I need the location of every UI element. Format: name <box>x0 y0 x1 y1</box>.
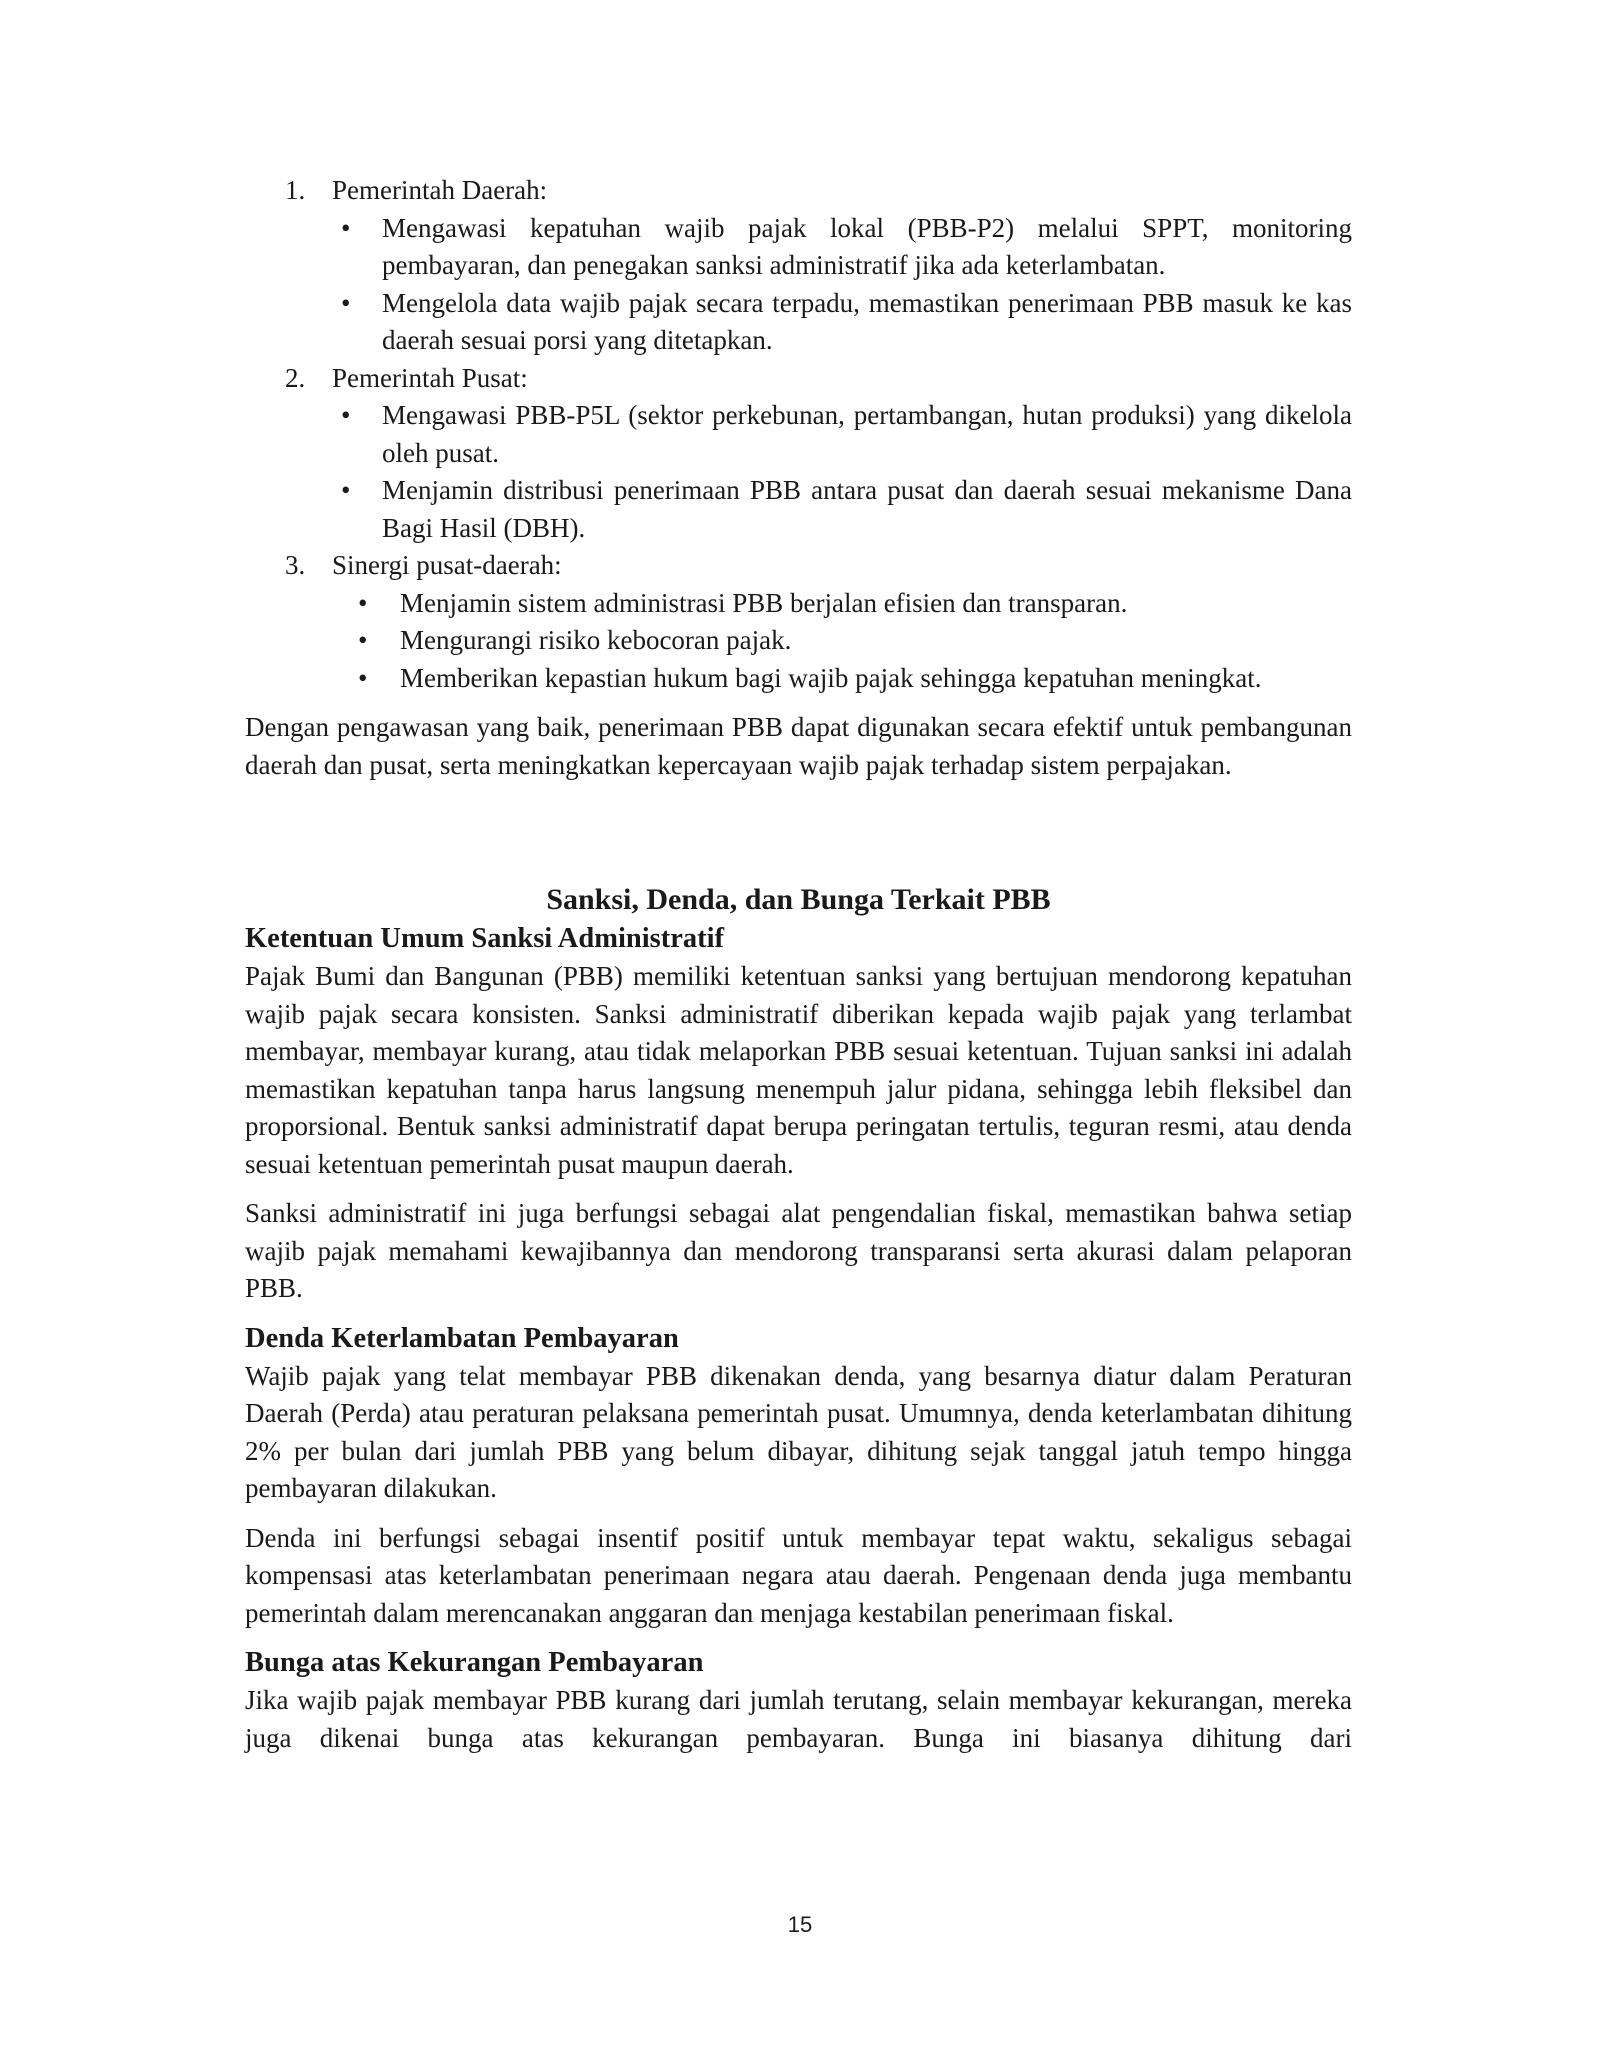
bullet-item: • Mengawasi PBB-P5L (sektor perkebunan, pertambangan, hutan produksi) yang dikelola oleh pusat. <box>245 397 1352 472</box>
bullet-item: • Menjamin distribusi penerimaan PBB antara pusat dan daerah sesuai mekanisme Dana Bagi Hasil (DBH). <box>245 472 1352 547</box>
list-number: 3. <box>285 550 306 580</box>
bullet-item: • Menjamin sistem administrasi PBB berjalan efisien dan transparan. <box>245 585 1352 623</box>
paragraph: Sanksi administratif ini juga berfungsi sebagai alat pengendalian fiskal, memastikan bahwa setiap wajib pajak memahami kewajibannya dan mendorong transparansi serta akurasi dalam pelaporan PBB. <box>245 1198 1352 1303</box>
bullet-icon: • <box>341 287 351 318</box>
bullet-item: • Mengurangi risiko kebocoran pajak. <box>245 622 1352 660</box>
section-heading: Ketentuan Umum Sanksi Administratif <box>245 923 725 954</box>
paragraph: Pajak Bumi dan Bangunan (PBB) memiliki ketentuan sanksi yang bertujuan mendorong kepatuhan wajib pajak secara konsisten. Sanksi administratif diberikan kepada wajib pajak yang terlambat membayar, membayar kurang, atau tidak melaporkan PBB sesuai ketentuan. Tujuan sanksi ini adalah memastikan kepatuhan tanpa harus langsung menempuh jalur pidana, sehingga lebih fleksibel dan proporsional. Bentuk sanksi administratif dapat berupa peringatan tertulis, teguran resmi, atau denda sesuai ketentuan pemerintah pusat maupun daerah. <box>245 961 1352 1179</box>
bullet-icon: • <box>341 475 351 505</box>
closing-paragraph: Dengan pengawasan yang baik, penerimaan PBB dapat digunakan secara efektif untuk pembangunan daerah dan pusat, serta meningkatkan kepercayaan wajib pajak terhadap sistem perpajakan. <box>245 712 1352 780</box>
bullet-icon: • <box>358 587 368 618</box>
paragraph: Wajib pajak yang telat membayar PBB dikenakan denda, yang besarnya diatur dalam Peraturan Daerah (Perda) atau peraturan pelaksana pemerintah pusat. Umumnya, denda keterlambatan dihitung 2% per bulan dari jumlah PBB yang belum dibayar, dihitung sejak tanggal jatuh tempo hingga pembayaran dilakukan. <box>245 1360 1352 1503</box>
bullet-item: • Memberikan kepastian hukum bagi wajib pajak sehingga kepatuhan meningkat. <box>245 660 1352 698</box>
bullet-list <box>245 210 1352 360</box>
section-heading: Bunga atas Kekurangan Pembayaran <box>245 1647 704 1678</box>
page-number: 15 <box>787 1912 813 1937</box>
bullet-icon: • <box>358 625 368 655</box>
bullet-icon: • <box>341 400 351 430</box>
list-number: 2. <box>285 362 306 393</box>
bullet-icon: • <box>341 212 351 243</box>
list-item-pemerintah-daerah <box>245 172 1352 210</box>
list-item-label: Pemerintah Daerah: <box>332 175 548 205</box>
list-item-pemerintah-pusat <box>245 360 1352 398</box>
list-item-label: Sinergi pusat-daerah: <box>332 550 562 580</box>
list-item-label: Pemerintah Pusat: <box>332 362 528 393</box>
bullet-item: • Mengawasi kepatuhan wajib pajak lokal (PBB-P2) melalui SPPT, monitoring pembayaran, dan penegakan sanksi administratif jika ada keterlambatan. <box>245 210 1352 285</box>
bullet-item: • Mengelola data wajib pajak secara terpadu, memastikan penerimaan PBB masuk ke kas daerah sesuai porsi yang ditetapkan. <box>245 285 1352 360</box>
chapter-title: Sanksi, Denda, dan Bunga Terkait PBB <box>546 883 1051 916</box>
document-page <box>245 172 1352 1757</box>
section-heading: Denda Keterlambatan Pembayaran <box>245 1322 679 1354</box>
bullet-list <box>245 585 1352 698</box>
paragraph: Denda ini berfungsi sebagai insentif positif untuk membayar tepat waktu, sekaligus sebagai kompensasi atas keterlambatan penerimaan negara atau daerah. Pengenaan denda juga membantu pemerintah dalam merencanakan anggaran dan menjaga kestabilan penerimaan fiskal. <box>245 1522 1352 1628</box>
paragraph: Jika wajib pajak membayar PBB kurang dari jumlah terutang, selain membayar kekurangan, mereka juga dikenai bunga atas kekurangan pembayaran. Bunga ini biasanya dihitung dari <box>245 1685 1352 1753</box>
list-item-sinergi <box>245 547 1352 585</box>
list-number: 1. <box>285 175 306 205</box>
bullet-list <box>245 397 1352 547</box>
bullet-icon: • <box>358 662 368 693</box>
